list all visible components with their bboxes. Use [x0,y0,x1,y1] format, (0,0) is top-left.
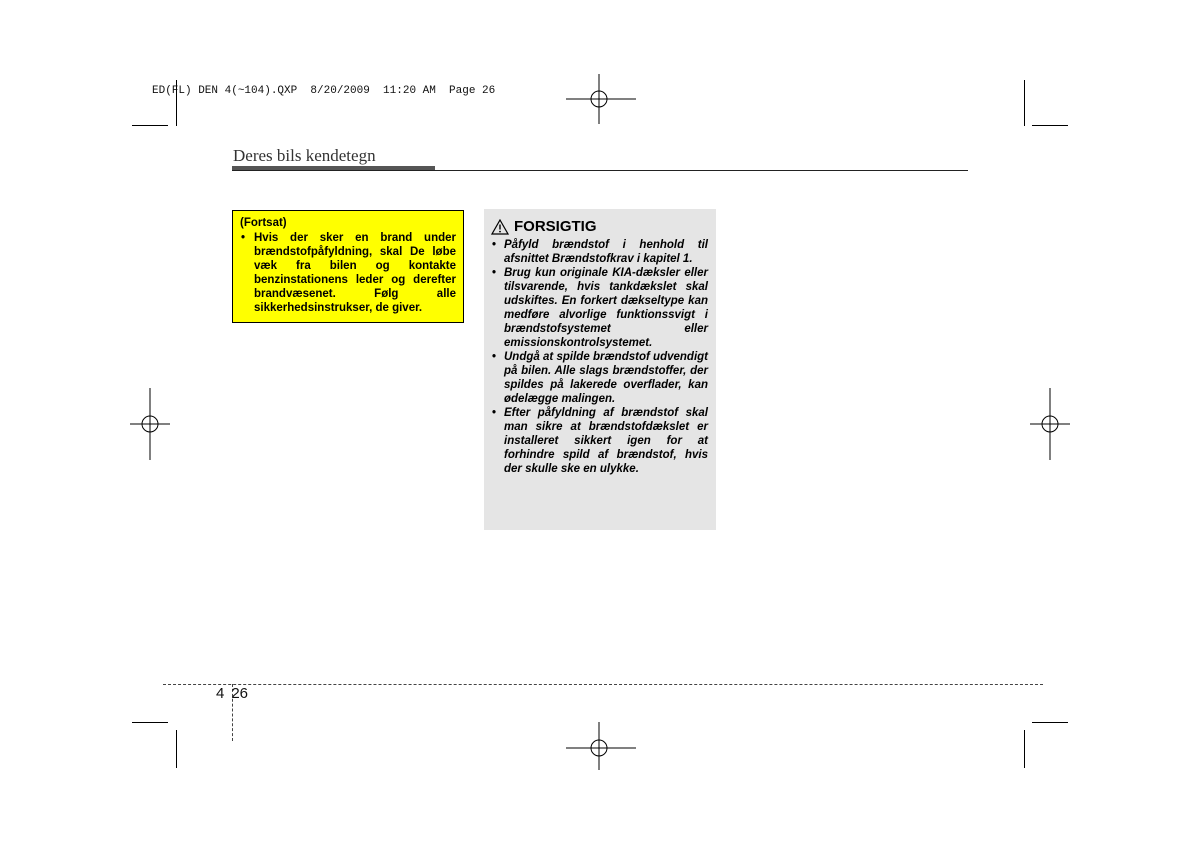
list-item: • Brug kun originale KIA-dæksler eller tilsvarende, hvis tankdækslet skal udskiftes. En forkert dækseltype kan medføre alvorlige funktionssvigt i brændstofsystemet eller emissionskontrolsystemet. [491,266,708,350]
registration-mark-icon [566,722,636,770]
crop-mark [132,722,168,723]
list-item: • Efter påfyldning af brændstof skal man sikre at brændstofdækslet er installeret sikkert igen for at forhindre spild af brændstof, hvis der skulle ske en ulykke. [491,406,708,476]
warning-triangle-icon [491,219,509,235]
caution-box [484,209,716,530]
footer-rule [163,684,1043,685]
crop-mark [132,125,168,126]
caution-list [491,238,708,476]
list-item: • Påfyld brændstof i henhold til afsnittet Brændstofkrav i kapitel 1. [491,238,708,266]
page-number-value: 26 [231,685,249,702]
chapter-number: 4 [216,685,225,702]
continued-note-box [232,210,464,323]
crop-mark [1024,730,1025,768]
title-rule [232,170,968,171]
registration-mark-icon [130,388,170,460]
crop-mark [1032,125,1068,126]
list-item: • Hvis der sker en brand under brændstofpåfyldning, skal De løbe væk fra bilen og kontakte benzinstationens leder og derefter brandvæsenet. Følg alle sikkerhedsinstrukser, de giver. [240,231,456,315]
caution-label: FORSIGTIG [514,218,597,235]
list-item: • Undgå at spilde brændstof udvendigt på bilen. Alle slags brændstoffer, der spildes på lakerede overflader, kan ødelægge malingen. [491,350,708,406]
note-list [240,231,456,315]
registration-mark-icon [1030,388,1070,460]
crop-mark [1032,722,1068,723]
registration-mark-icon [566,74,636,124]
caution-header [491,218,708,235]
print-slug: ED(FL) DEN 4(~104).QXP 8/20/2009 11:20 AM Page 26 [152,85,496,97]
note-heading: (Fortsat) [240,217,287,229]
crop-mark [176,730,177,768]
page-number [216,685,248,702]
page-title: Deres bils kendetegn [233,146,376,165]
crop-mark [1024,80,1025,126]
